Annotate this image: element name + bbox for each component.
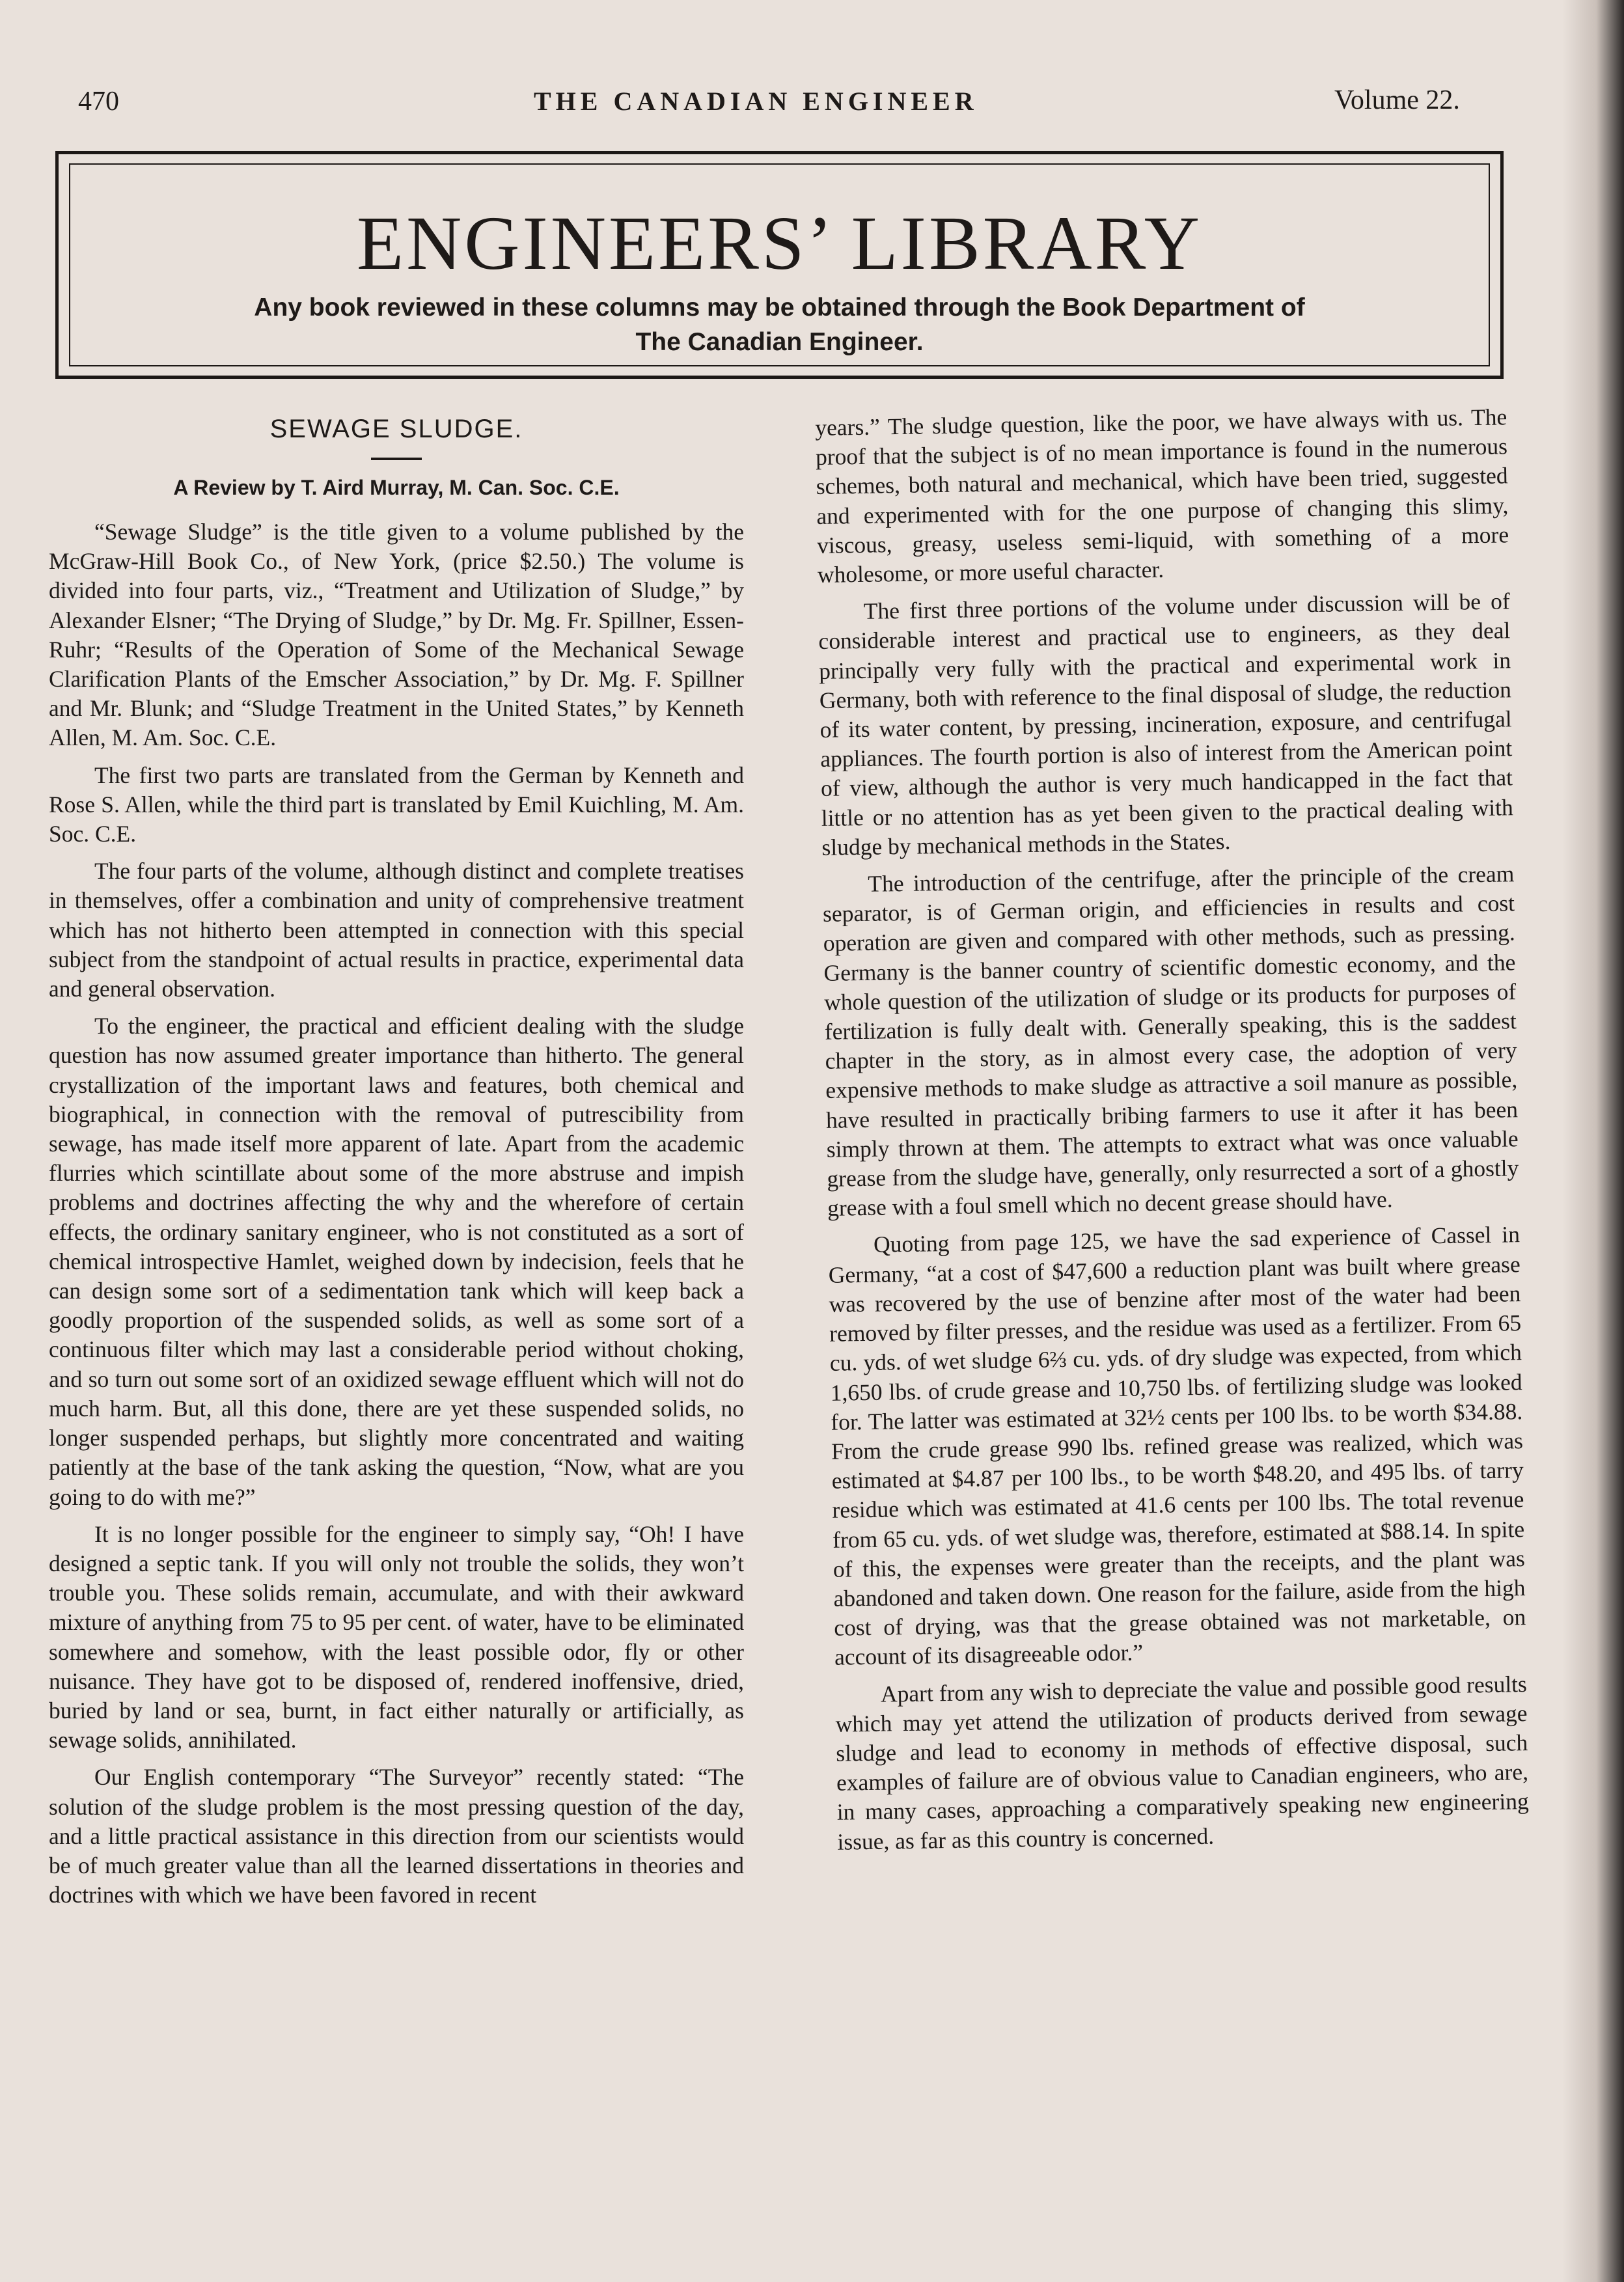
article-byline: A Review by T. Aird Murray, M. Can. Soc. C.E. (173, 476, 620, 499)
page-number: 470 (78, 87, 119, 117)
paragraph: Apart from any wish to depreciate the value and possible good results which may yet attend the utilization of products derived from sewage sludge and lead to economy in methods of effective disposal, such examples of failure are of obvious value to Canadian engineers, who are, in many cases, approaching a comparatively speaking new engineering issue, as far as this country is concerned. (835, 1670, 1529, 1855)
section-subtitle (70, 290, 1489, 359)
article-title: SEWAGE SLUDGE. (269, 415, 523, 443)
paragraph: Our English contemporary “The Surveyor” recently stated: “The solution of the sludge problem is the most pressing question of the day, and a little practical assistance in this direction from our scientists would be of much greater value than all the learned dissertations in theories and doctrines with which we have been favored in recent (49, 1764, 744, 1908)
left-column (49, 413, 744, 1918)
paragraph: The introduction of the centrifuge, after the principle of the cream separator, is of German origin, and efficiencies in results and cost operation are given and compared with other methods, such as pressing. Germany is the banner country of scientific domestic economy, and the whole question of the utilization of sludge or its products for purposes of fertilization is fully dealt with. Generally speaking, this is the saddest chapter in the story, as in almost every case, the adoption of very expensive methods to make sludge as attractive a soil manure as possible, have resulted in practically bribing farmers to use it after it has been simply thrown at them. The attempts to extract what was once valuable grease from the sludge have, generally, only resurrected a sort of a ghostly grease with a foul smell which no decent grease should have. (822, 860, 1519, 1222)
volume-label: Volume 22. (1334, 85, 1460, 115)
title-rule (371, 458, 422, 460)
subtitle-line-1: Any book reviewed in these columns may be obtained through the Book Department of (254, 294, 1305, 322)
right-column (815, 402, 1530, 1864)
section-banner (55, 151, 1504, 379)
section-title: ENGINEERS’ LIBRARY (357, 200, 1202, 286)
paragraph: The four parts of the volume, although distinct and complete treatises in themselves, offer a combination and unity of comprehensive treatment which has not hitherto been attempted in connection with this special subject from the standpoint of actual results in practice, experimental data and general observation. (49, 858, 744, 1002)
subtitle-line-2: The Canadian Engineer. (635, 328, 924, 356)
paragraph: It is no longer possible for the engineer to simply say, “Oh! I have designed a septic tank. If you will only not trouble the solids, they won’t trouble you. These solids remain, accumulate, and with their awkward mixture of anything from 75 to 95 per cent. of water, have to be eliminated somewhere and somehow, with the least possible odor, fly or other nuisance. They have got to be disposed of, rendered inoffensive, dried, buried by land or sea, burnt, in fact either naturally or artificially, as sewage solids, annihilated. (49, 1520, 744, 1753)
paragraph: To the engineer, the practical and efficient dealing with the sludge question has now assumed greater importance than hitherto. The general crystallization of the important laws and features, both chemical and biographical, in connection with the removal of putrescibility from sewage, has made itself more apparent of late. Apart from the academic flurries which scintillate about some of the more abstruse and impish problems and doctrines affecting the why and the wherefore of certain effects, the ordinary sanitary engineer, who is not constituted as a sort of chemical introspective Hamlet, weighed down by indecision, feels that he can design some sort of a sedimentation tank which will keep back a goodly proportion of the suspended solids, as well as some sort of a continuous filter which may last a considerable period without choking, and so turn out some sort of an oxidized sewage effluent which will not do much harm. But, all this done, there are yet these suspended solids, no longer suspended perhaps, but slightly more concentrated and waiting patiently at the base of the tank asking the question, “Now, what are you going to do with me?” (49, 1013, 744, 1510)
banner-inner-frame (69, 163, 1490, 366)
paragraph: The first two parts are translated from the German by Kenneth and Rose S. Allen, while the third part is translated by Emil Kuichling, M. Am. Soc. C.E. (49, 762, 744, 847)
paragraph: years.” The sludge question, like the poor, we have always with us. The proof that the subject is of no mean importance is found in the numerous schemes, both natural and mechanical, which have been tried, suggested and experimented with for the one purpose of changing this slimy, viscous, greasy, useless semi-liquid, with something of a more wholesome, or more useful character. (815, 404, 1509, 588)
paragraph: The first three portions of the volume under discussion will be of considerable interest and practical use to engineers, as they deal principally very fully with the practical and experimental work in Germany, both with reference to the final disposal of sludge, the reduction of its water content, by pressing, incineration, exposure, and centrifugal appliances. The fourth portion is also of interest from the American point of view, although the author is very much handicapped in the fact that little or no attention has as yet been given to the practical dealing with sludge by mechanical methods in the States. (818, 588, 1513, 860)
paragraph: Quoting from page 125, we have the sad experience of Cassel in Germany, “at a cost of $47,600 a reduction plant was built where grease was recovered by the use of benzine after most of the water had been removed by filter presses, and the residue was used as a fertilizer. From 65 cu. yds. of wet sludge 6⅔ cu. yds. of dry sludge was expected, from which 1,650 lbs. of crude grease and 10,750 lbs. of fertilizing sludge was looked for. The latter was estimated at 32½ cents per 100 lbs. to be worth $34.88. From the crude grease 990 lbs. refined grease was realized, which was estimated at $4.87 per 100 lbs., to be worth $48.20, and 495 lbs. of tarry residue which was estimated at 41.6 cents per 100 lbs. The total revenue from 65 cu. yds. of wet sludge was, therefore, estimated at $88.14. In spite of this, the expenses were greater than the receipts, and the plant was abandoned and taken down. One reason for the failure, aside from the high cost of drying, was that the grease obtained was not marketable, on account of its disagreeable odor.” (828, 1221, 1526, 1671)
journal-title: THE CANADIAN ENGINEER (534, 87, 978, 116)
paragraph: “Sewage Sludge” is the title given to a volume published by the McGraw-Hill Book Co., of New York, (price $2.50.) The volume is divided into four parts, viz., “Treatment and Utilization of Sludge,” by Alexander Elsner; “The Drying of Sludge,” by Dr. Mg. Fr. Spillner, Essen-Ruhr; “Results of the Operation of Some of the Mechanical Sewage Clarification Plants of the Emscher Association,” by Dr. Mg. F. Spillner and Mr. Blunk; and “Sludge Treatment in the United States,” by Kenneth Allen, M. Am. Soc. C.E. (49, 519, 744, 751)
page-spine-shadow (1562, 0, 1624, 2282)
